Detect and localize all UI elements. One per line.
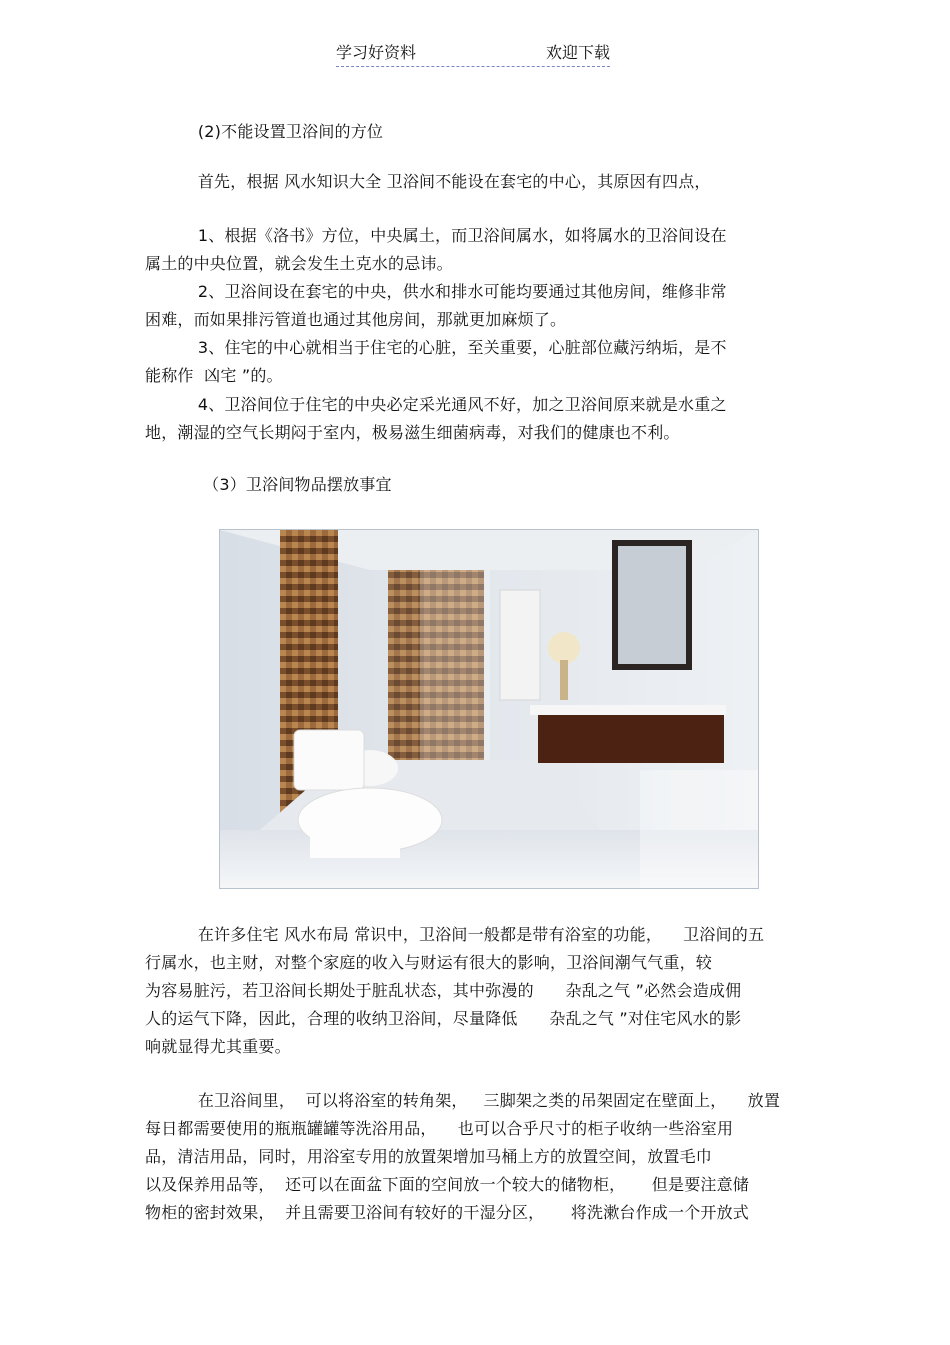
reason-2-paragraph: 2、卫浴间设在套宅的中央，供水和排水可能均要通过其他房间，维修非常 困难，而如果排污管道也通过其他房间，那就更加麻烦了。 (145, 282, 727, 329)
bathroom-photo (219, 529, 759, 889)
header-right-text: 欢迎下载 (545, 43, 610, 62)
body-paragraph-1: 在许多住宅 风水布局 常识中，卫浴间一般都是带有浴室的功能， 卫浴间的五 行属水，也主财，对整个家庭的收入与财运有很大的影响，卫浴间潮气气重，较 为容易脏污，若卫浴间长期处于脏乱状态，其中弥漫的 杂乱之气 ”必然会造成佣 人的运气下降，因此，合理的收纳卫浴间，尽量降低 杂乱之气 ”对住宅风水的影 响就显得尤其重要。 (145, 925, 765, 1056)
reason-3-paragraph: 3、住宅的中心就相当于住宅的心脏，至关重要，心脏部位藏污纳垢，是不 能称作 凶宅 ”的。 (145, 338, 727, 385)
intro-paragraph: 首先，根据 风水知识大全 卫浴间不能设在套宅的中心，其原因有四点， (145, 172, 711, 191)
page-header (336, 42, 610, 67)
reason-4-paragraph: 4、卫浴间位于住宅的中央必定采光通风不好，加之卫浴间原来就是水重之 地，潮湿的空气长期闷于室内，极易滋生细菌病毒，对我们的健康也不利。 (145, 395, 727, 442)
section-heading-2: (2)不能设置卫浴间的方位 (145, 122, 384, 141)
body-paragraph-2: 在卫浴间里， 可以将浴室的转角架， 三脚架之类的吊架固定在壁面上， 放置 每日都需要使用的瓶瓶罐罐等洗浴用品， 也可以合乎尺寸的柜子收纳一些浴室用 品，清洁用品，同时，用浴室专用的放置架增加马桶上方的放置空间，放置毛巾 以及保养用品等， 还可以在面盆下面的空间放一个较大的储物柜， 但是要注意储 物柜的密封效果， 并且需要卫浴间有较好的干湿分区， 将洗漱台作成一个开放式 (145, 1091, 781, 1222)
section-heading-3: （3）卫浴间物品摆放事宜 (145, 475, 392, 494)
header-left-text: 学习好资料 (336, 43, 417, 62)
reason-1-paragraph: 1、根据《洛书》方位，中央属土，而卫浴间属水，如将属水的卫浴间设在 属土的中央位置，就会发生土克水的忌讳。 (145, 226, 727, 273)
